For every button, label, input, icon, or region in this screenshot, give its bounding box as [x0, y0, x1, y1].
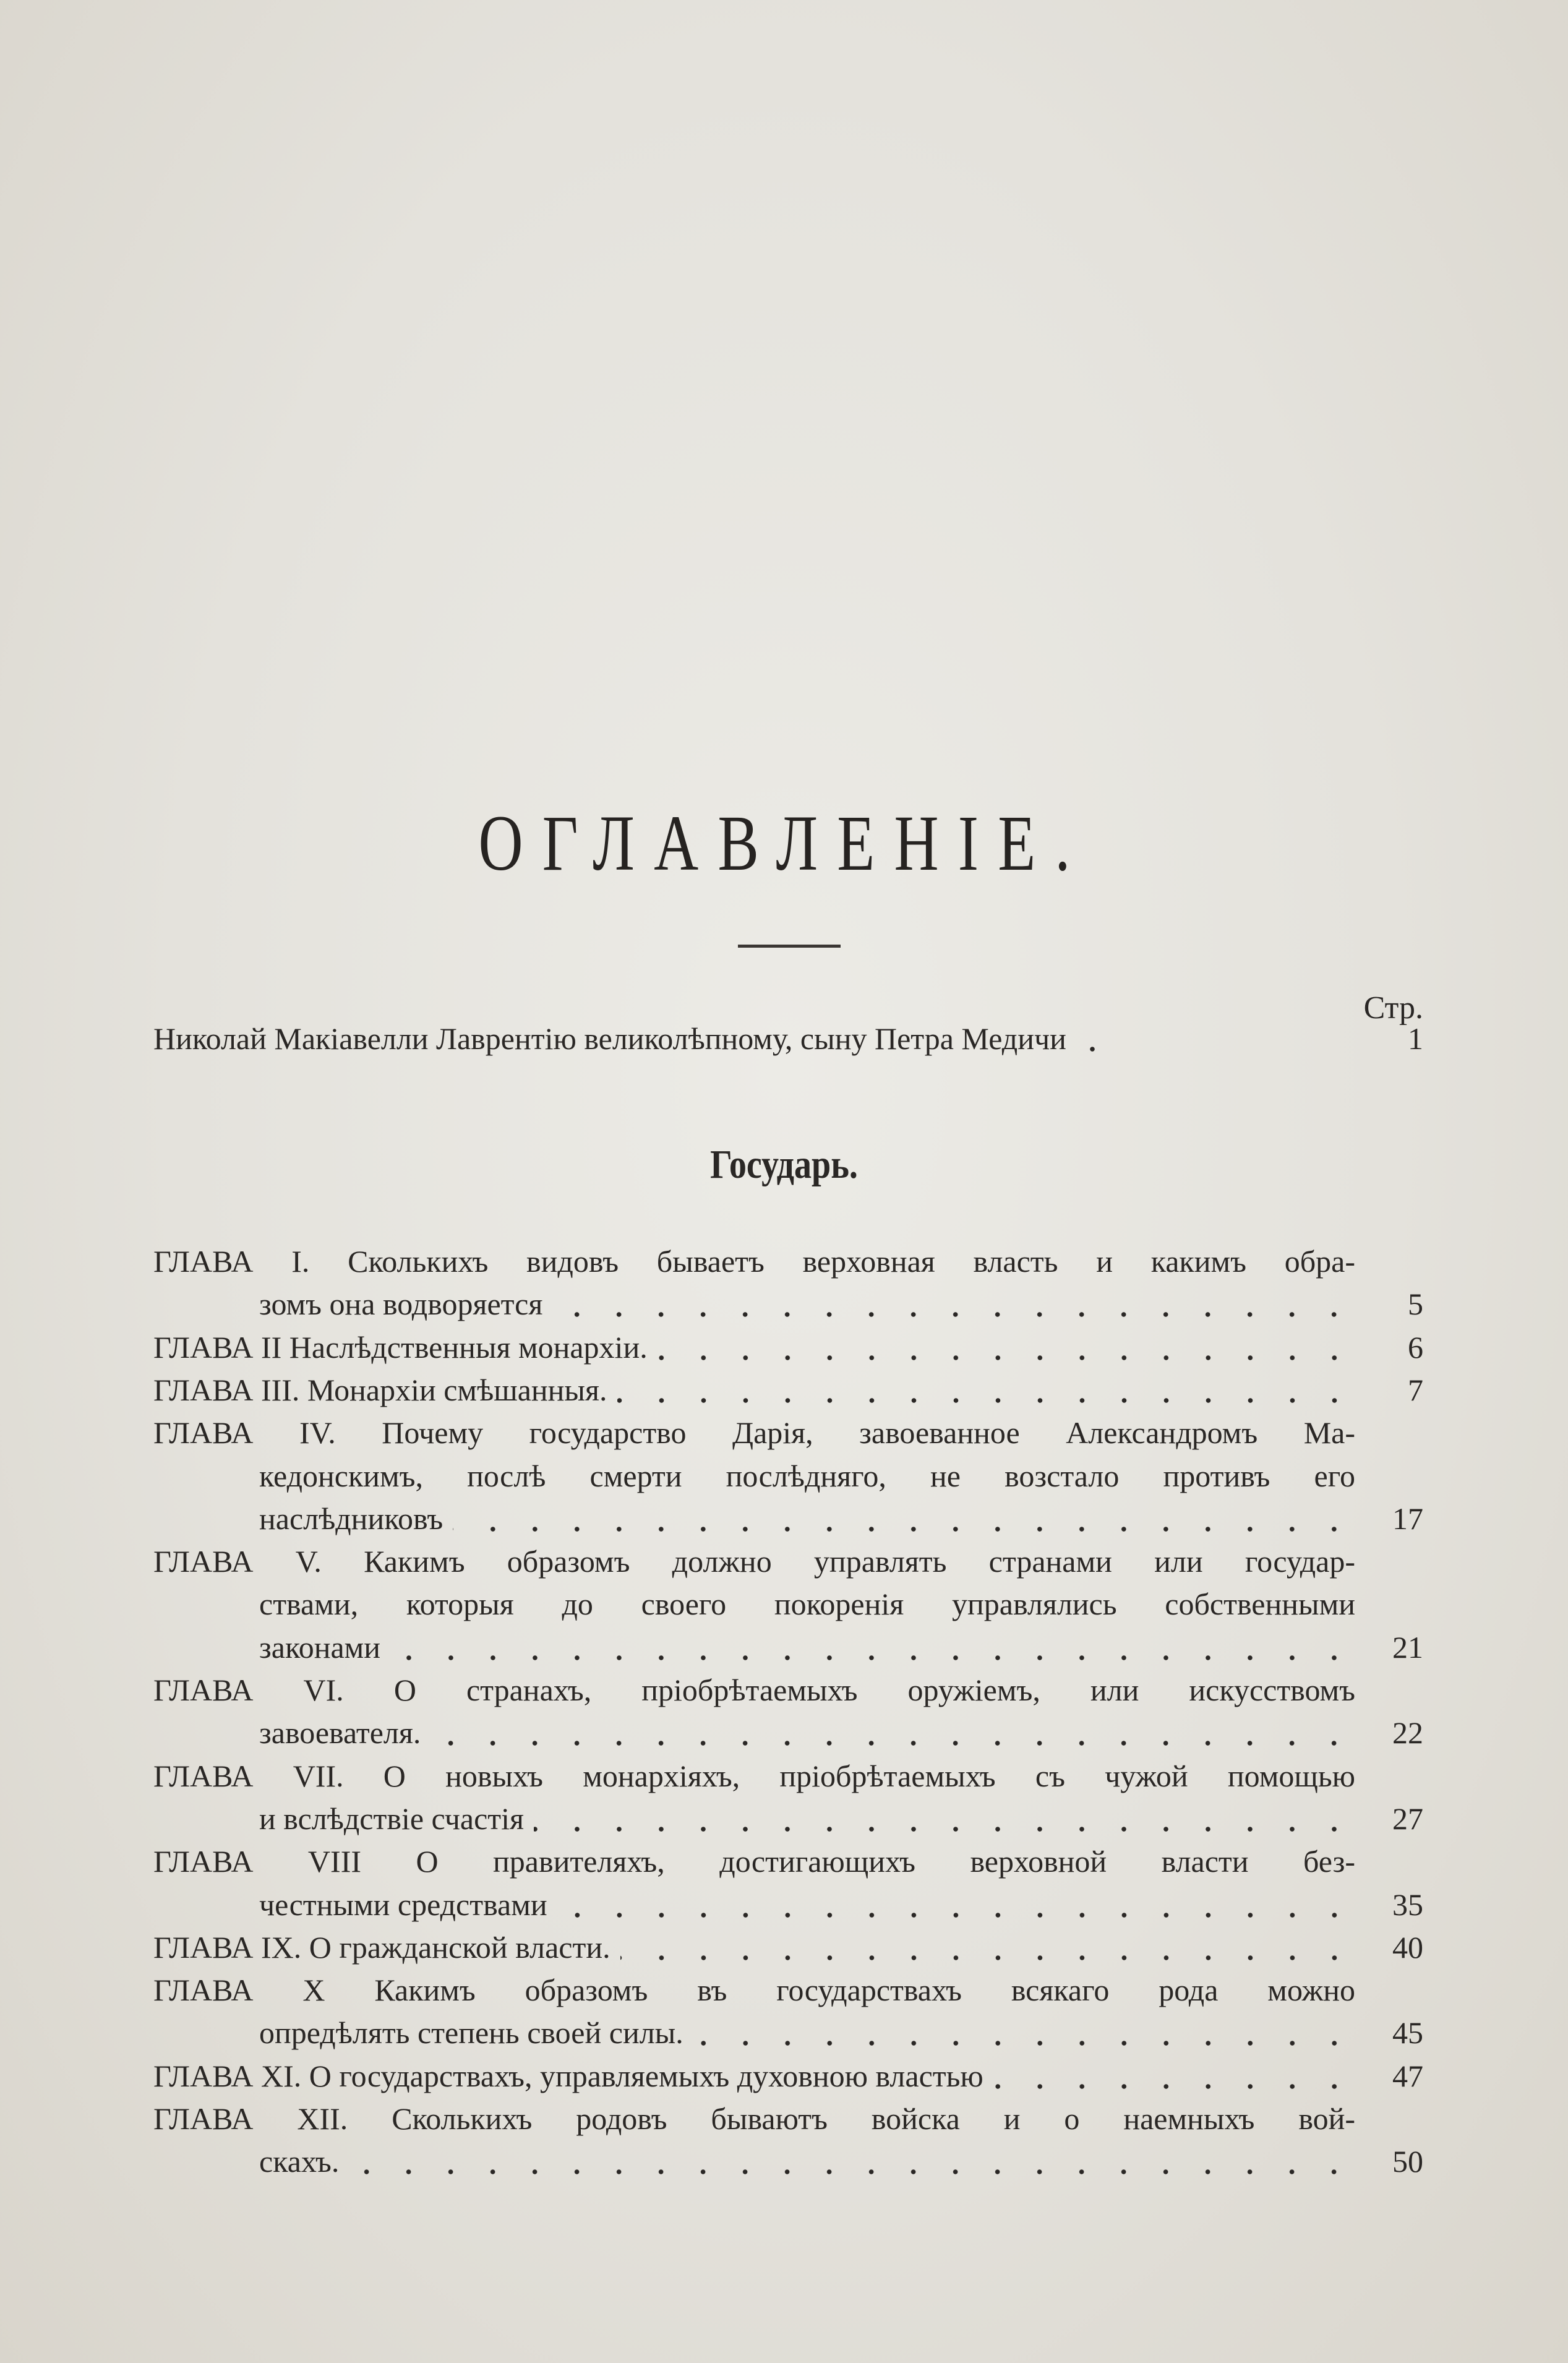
page-number: 27 [1392, 1801, 1423, 1836]
toc-entry-line[interactable] [259, 1629, 1423, 1673]
toc-entry-text: и вслѣдствіе счастія [259, 1801, 525, 1836]
toc-entry-line [153, 1843, 1423, 1887]
toc-entry-line [153, 1543, 1423, 1587]
page-number: 17 [1392, 1501, 1423, 1536]
section-heading: Государь. [710, 1142, 858, 1187]
toc-entry-text: ГЛАВА III. Монархіи смѣшанныя. [153, 1373, 607, 1407]
toc-entry-line[interactable] [259, 1887, 1423, 1930]
dot-leader [993, 2083, 1355, 2090]
dot-leader [693, 2040, 1355, 2046]
title-divider [738, 945, 841, 948]
toc-entry-text: ГЛАВА XII. Сколькихъ родовъ бываютъ войска и о наемныхъ вой- [153, 2101, 1355, 2136]
page-number: 1 [1408, 1021, 1423, 1056]
dedication-text: Николай Макіавелли Лаврентію великолѣпному, сыну Петра Медичи [153, 1021, 1066, 1056]
page-number: 6 [1408, 1330, 1423, 1365]
page-number: 5 [1408, 1287, 1423, 1321]
dot-leader [658, 1355, 1355, 1361]
page-number: 22 [1392, 1715, 1423, 1750]
toc-entry-line [153, 1672, 1423, 1715]
toc-entry-line[interactable] [259, 1286, 1423, 1329]
dot-leader [617, 1397, 1355, 1404]
toc-entry-text: ГЛАВА VIII О правителяхъ, достигающихъ верховной власти без- [153, 1844, 1355, 1879]
toc-entry-text: опредѣлять степень своей силы. [259, 2015, 683, 2050]
dot-leader [534, 1826, 1355, 1832]
toc-entry-text: честными средствами [259, 1887, 547, 1922]
toc-entry-text: ГЛАВА IX. О гражданской власти. [153, 1930, 610, 1965]
toc-entry-line [259, 1586, 1423, 1629]
toc-entry-line [153, 2101, 1423, 2144]
toc-entry-line[interactable] [153, 2058, 1423, 2101]
toc-entry-text: ГЛАВА I. Сколькихъ видовъ бываетъ верховная власть и какимъ обра- [153, 1244, 1355, 1279]
page-number: 47 [1392, 2059, 1423, 2093]
toc-entry-line[interactable] [153, 1372, 1423, 1415]
page-number: 21 [1392, 1630, 1423, 1665]
dot-leader [431, 1740, 1355, 1746]
toc-entry-text: ГЛАВА VII. О новыхъ монархіяхъ, пріобрѣтаемыхъ съ чужой помощью [153, 1759, 1355, 1793]
dot-leader [620, 1955, 1355, 1961]
dedication-entry[interactable] [153, 1021, 1423, 1064]
toc-entry-line[interactable] [153, 1929, 1423, 1973]
toc-entry-text: зомъ она водворяется [259, 1287, 543, 1321]
toc-entry-text: ГЛАВА IV. Почему государство Дарія, завоеванное Александромъ Ма- [153, 1415, 1355, 1450]
toc-entry-text: завоевателя. [259, 1715, 421, 1750]
toc-entry-text: кедонскимъ, послѣ смерти послѣдняго, не возстало противъ его [259, 1459, 1355, 1493]
toc-entry-line [259, 1458, 1423, 1501]
dot-leader [390, 1655, 1355, 1661]
dot-leader [552, 1311, 1355, 1318]
toc-entry-text: ГЛАВА V. Какимъ образомъ должно управлять странами или государ- [153, 1544, 1355, 1579]
toc-entry-line[interactable] [259, 1501, 1423, 1544]
toc-entry-line[interactable] [259, 2143, 1423, 2187]
dot-leader [557, 1912, 1355, 1918]
toc-entry-text: ствами, которыя до своего покоренія управлялись собственными [259, 1587, 1355, 1621]
page-column-label: Стр. [1363, 990, 1423, 1026]
toc-entry-line[interactable] [153, 1329, 1423, 1373]
toc-entry-line [153, 1972, 1423, 2015]
page-number: 40 [1392, 1930, 1423, 1965]
toc-entry-text: наслѣдниковъ [259, 1501, 443, 1536]
toc-entry-line[interactable] [259, 2015, 1423, 2058]
toc-entry-line[interactable] [259, 1715, 1423, 1758]
toc-entry-text: ГЛАВА XI. О государствахъ, управляемыхъ духовною властью [153, 2059, 983, 2093]
toc-entry-text: скахъ. [259, 2144, 340, 2179]
toc-entry-text: ГЛАВА II Наслѣдственныя монархіи. [153, 1330, 648, 1365]
toc-entry-line[interactable] [259, 1801, 1423, 1844]
toc-entry-text: законами [259, 1630, 381, 1665]
page-title: ОГЛАВЛЕНІЕ. [478, 799, 1090, 887]
dot-leader [1076, 1046, 1113, 1052]
toc-entry-text: ГЛАВА X Какимъ образомъ въ государствахъ всякаго рода можно [153, 1973, 1355, 2007]
dot-leader [349, 2169, 1355, 2175]
dot-leader [453, 1526, 1355, 1532]
toc-entry-line [153, 1243, 1423, 1287]
page-number: 50 [1392, 2144, 1423, 2179]
page-number: 35 [1392, 1887, 1423, 1922]
page-number: 45 [1392, 2015, 1423, 2050]
toc-entry-line [153, 1758, 1423, 1801]
toc-entry-text: ГЛАВА VI. О странахъ, пріобрѣтаемыхъ оружіемъ, или искусствомъ [153, 1673, 1355, 1707]
page-number: 7 [1408, 1373, 1423, 1407]
toc-entry-line [153, 1415, 1423, 1458]
